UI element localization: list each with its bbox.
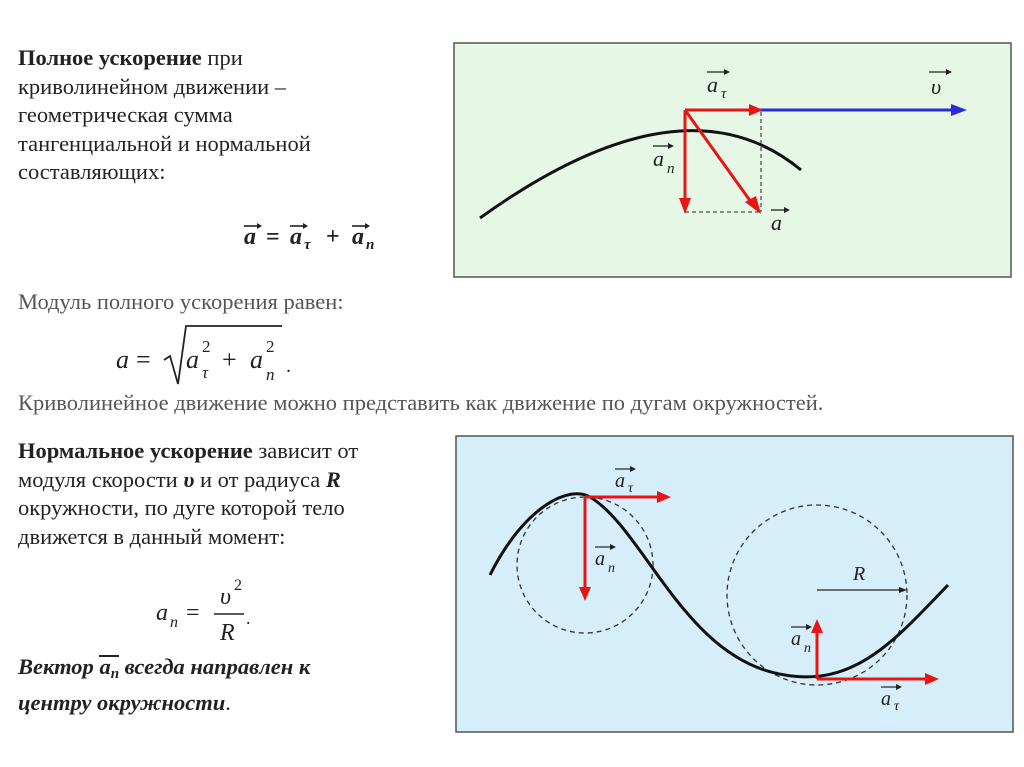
vector-text-post: всегда направлен к центру окружности	[18, 654, 311, 715]
lower-a-tau-label: a	[881, 688, 891, 710]
upper-a-tau-label: a	[615, 470, 625, 492]
modulus-n-sup: 2	[266, 337, 275, 356]
radius-symbol: R	[325, 466, 341, 492]
lower-a-n-sub: n	[804, 641, 811, 656]
formula-a-tau: a	[290, 224, 302, 250]
lower-a-n-label: a	[791, 628, 801, 650]
normal-text-part2: и от радиуса	[194, 466, 326, 492]
formula-eq: =	[266, 224, 280, 250]
normal-text-part1: зависит от модуля скорости	[18, 438, 359, 492]
full-acceleration-diagram	[453, 42, 1013, 280]
modulus-text: Модуль полного ускорения равен:	[18, 289, 344, 314]
vector-an-symbol	[99, 653, 119, 689]
modulus-dot: .	[286, 355, 291, 377]
vector-an-arrow	[99, 655, 119, 657]
label-v: υ	[931, 74, 942, 99]
arcs-text: Криволинейное движение можно представить как движение по дугам окружностей.	[18, 390, 824, 415]
an-num: υ	[220, 584, 232, 610]
diagram1-background	[454, 43, 1011, 277]
label-a-tau: a	[707, 72, 718, 97]
vector-an-sub: n	[110, 666, 120, 682]
formula-tau-sub: τ	[304, 237, 311, 253]
vector-sum-formula	[238, 214, 408, 254]
modulus-tau-sub: τ	[202, 363, 209, 382]
an-lhs: a	[156, 600, 168, 626]
modulus-formula	[110, 318, 310, 390]
an-eq: =	[186, 600, 200, 626]
diagram2-background	[456, 436, 1013, 732]
vector-text-dot: .	[225, 689, 231, 715]
modulus-n-sub: n	[266, 365, 275, 384]
normal-acceleration-text	[18, 437, 458, 551]
radius-label: R	[853, 563, 866, 585]
full-acceleration-description: при криволинейном движении – геометрическая сумма тангенциальной и нормальной составляющих:	[18, 45, 311, 184]
formula-plus: +	[326, 224, 340, 250]
vector-direction-text	[18, 653, 448, 717]
full-acceleration-text	[18, 44, 438, 187]
upper-a-n-label: a	[595, 548, 605, 570]
an-dot: .	[246, 608, 251, 628]
full-acceleration-term: Полное ускорение	[18, 45, 202, 70]
modulus-eq: =	[136, 345, 151, 374]
formula-n-sub: n	[366, 237, 375, 253]
an-lhs-sub: n	[170, 614, 178, 631]
modulus-a-n: a	[250, 345, 263, 374]
label-a-tau-sub: τ	[721, 86, 727, 102]
formula-a-n: a	[352, 224, 364, 250]
upper-a-n-sub: n	[608, 561, 615, 576]
modulus-lhs: a	[116, 345, 129, 374]
an-num-sup: 2	[234, 577, 242, 594]
an-den: R	[220, 620, 235, 646]
modulus-plus: +	[222, 345, 237, 374]
lower-a-tau-sub: τ	[894, 699, 900, 714]
vector-text-pre: Вектор	[18, 654, 100, 679]
normal-text-part3: окружности, по дуге которой тело движется в данный момент:	[18, 495, 345, 549]
label-a: a	[771, 210, 782, 235]
upper-a-tau-sub: τ	[628, 481, 634, 496]
modulus-tau-sup: 2	[202, 337, 211, 356]
speed-symbol: υ	[183, 466, 195, 492]
formula-a: a	[244, 224, 256, 250]
normal-acceleration-diagram	[455, 435, 1015, 735]
label-a-n-sub: n	[667, 161, 675, 177]
vector-an-a: a	[99, 654, 111, 679]
normal-acceleration-formula	[150, 570, 260, 650]
modulus-a-tau: a	[186, 345, 199, 374]
normal-acceleration-term: Нормальное ускорение	[18, 438, 253, 463]
label-a-n: a	[653, 146, 664, 171]
